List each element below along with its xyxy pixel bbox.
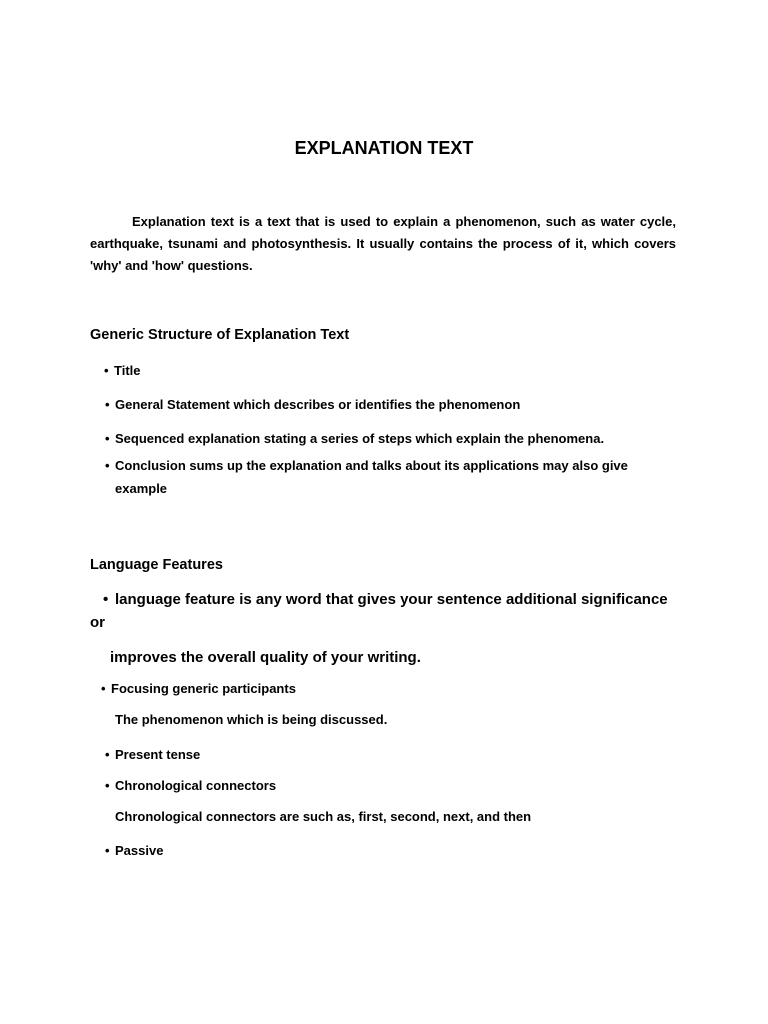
feature-description: The phenomenon which is being discussed. <box>115 712 388 727</box>
list-item: • Conclusion sums up the explanation and talks about its applications may also give <box>105 458 628 473</box>
bullet: • <box>105 458 110 473</box>
feature-description: Chronological connectors are such as, first, second, next, and then <box>115 809 532 824</box>
bullet: • <box>105 397 110 412</box>
bullet: • <box>104 363 109 378</box>
bullet: • <box>105 843 110 858</box>
bullet: • <box>103 591 109 608</box>
list-item-continuation: example <box>115 481 168 496</box>
feature-item: • Chronological connectors <box>105 778 277 793</box>
generic-structure-heading: Generic Structure of Explanation Text <box>90 327 350 343</box>
feature-item: • Present tense <box>105 747 201 762</box>
intro-text: Explanation text is a text that is used to explain a phenomenon, such as water cycle, earthquake, tsunami and photosynthesis. It usually contains the process of it, which covers 'why' and 'how' questions. <box>90 214 676 273</box>
document-title: EXPLANATION TEXT <box>294 138 474 158</box>
intro-paragraph <box>90 211 676 277</box>
bullet: • <box>105 747 110 762</box>
language-features-heading: Language Features <box>90 557 223 573</box>
bullet: • <box>105 778 110 793</box>
feature-item: • Focusing generic participants <box>101 681 296 696</box>
list-item: • General Statement which describes or identifies the phenomenon <box>105 397 521 412</box>
definition-line: improves the overall quality of your writing. <box>110 649 421 666</box>
feature-item: • Passive <box>105 843 164 858</box>
bullet: • <box>101 681 106 696</box>
bullet: • <box>105 431 110 446</box>
definition-line: • language feature is any word that gives your sentence additional significance <box>103 591 668 608</box>
list-item: • Title <box>104 363 141 378</box>
definition-line: or <box>90 614 105 631</box>
list-item: • Sequenced explanation stating a series of steps which explain the phenomena. <box>105 431 605 446</box>
